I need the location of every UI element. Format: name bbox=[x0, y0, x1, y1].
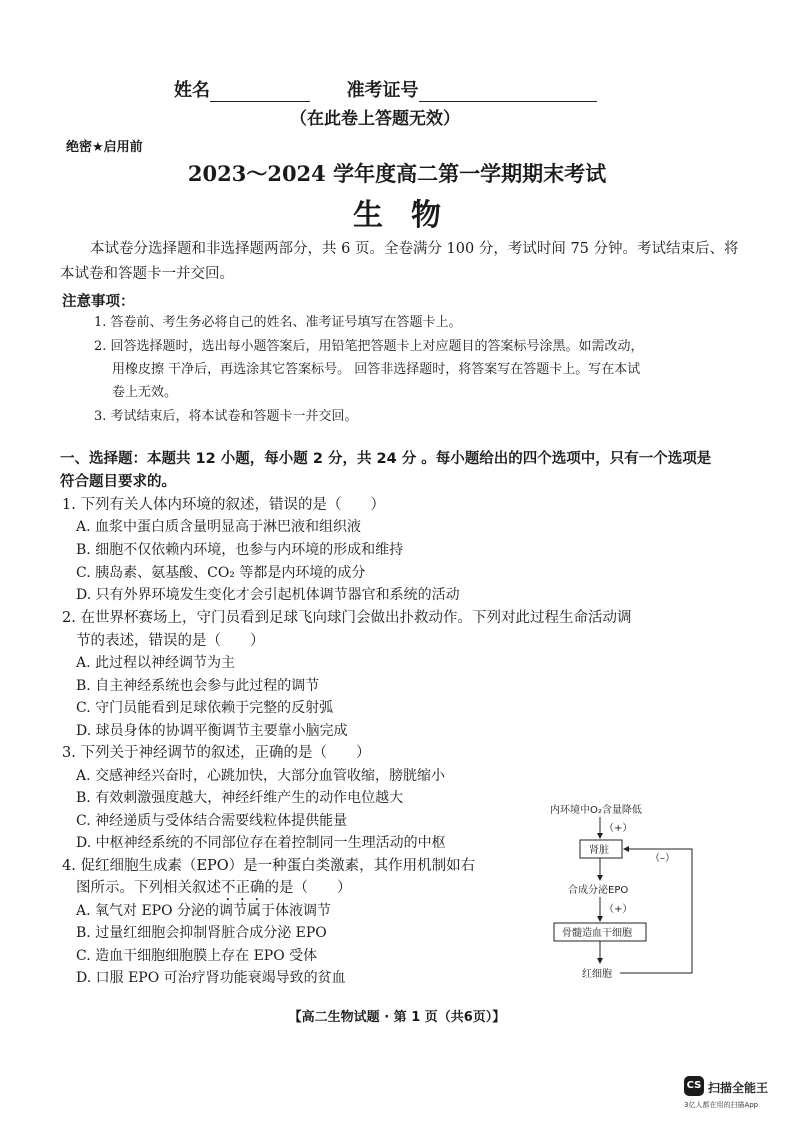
epo-mechanism-diagram bbox=[540, 795, 720, 990]
option[interactable]: C. 神经递质与受体结合需要线粒体提供能量 bbox=[76, 813, 348, 829]
name-blank[interactable] bbox=[210, 83, 310, 102]
option[interactable]: A. 交感神经兴奋时，心跳加快，大部分血管收缩，膀胱缩小 bbox=[76, 768, 446, 784]
question-2-stem-line2: 节的表述，错误的是（ ） bbox=[76, 633, 265, 649]
diagram-minus: （–） bbox=[650, 853, 675, 864]
scanner-logo-icon: CS bbox=[684, 1076, 704, 1096]
diagram-kidney: 肾脏 bbox=[589, 845, 609, 856]
exam-intro: 本试卷分选择题和非选择题两部分，共 6 页。全卷满分 100 分，考试时间 75 分钟。考试结束后、将本试卷和答题卡一并交回。 bbox=[60, 241, 739, 282]
question-4-stem-line1: 4. 促红细胞生成素（EPO）是一种蛋白类激素，其作用机制如右 bbox=[62, 858, 476, 874]
option[interactable]: B. 自主神经系统也会参与此过程的调节 bbox=[76, 678, 320, 694]
note-item: 卷上无效。 bbox=[112, 385, 178, 400]
diagram-top-label: 内环境中O₂含量降低 bbox=[550, 805, 642, 816]
option[interactable]: C. 守门员能看到足球依赖于完整的反射弧 bbox=[76, 700, 334, 716]
exam-title: 2023～2024 学年度高二第一学期期末考试 bbox=[187, 161, 607, 186]
note-item: 1. 答卷前、考生务必将自己的姓名、准考证号填写在答题卡上。 bbox=[94, 315, 462, 330]
option[interactable]: D. 口服 EPO 可治疗肾功能衰竭导致的贫血 bbox=[76, 970, 346, 986]
id-blank[interactable] bbox=[419, 83, 597, 102]
invalid-note: （在此卷上答题无效） bbox=[290, 109, 460, 129]
subject-title: 生物 bbox=[353, 198, 469, 233]
section-heading: 一、选择题：本题共 12 小题，每小题 2 分，共 24 分 。每小题给出的四个选项中，只有一个选项是符合题目要求的。 bbox=[60, 451, 712, 490]
note-item: 2. 回答选择题时，选出每小题答案后，用铅笔把答题卡上对应题目的答案标号涂黑。如需改动， bbox=[94, 339, 644, 354]
question-2-stem-line1: 2. 在世界杯赛场上，守门员看到足球飞向球门会做出扑救动作。下列对此过程生命活动调 bbox=[62, 610, 632, 626]
option[interactable]: D. 只有外界环境发生变化才会引起机体调节器官和系统的活动 bbox=[76, 587, 460, 603]
question-1-stem: 1. 下列有关人体内环境的叙述，错误的是（ ） bbox=[62, 497, 385, 513]
diagram-stem-cell: 骨髓造血干细胞 bbox=[562, 928, 632, 939]
secret-mark: 绝密★启用前 bbox=[66, 140, 143, 155]
option[interactable]: C. 胰岛素、氨基酸、CO₂ 等都是内环境的成分 bbox=[76, 565, 366, 581]
option[interactable]: D. 球员身体的协调平衡调节主要靠小脑完成 bbox=[76, 723, 348, 739]
option[interactable]: B. 过量红细胞会抑制肾脏合成分泌 EPO bbox=[76, 925, 327, 941]
note-item: 用橡皮擦 干净后，再选涂其它答案标号。 回答非选择题时，将答案写在答题卡上。写在本试 bbox=[112, 362, 641, 377]
scanner-app-slogan: 3亿人都在用的扫描App bbox=[684, 1101, 759, 1109]
diagram-secrete: 合成分泌EPO bbox=[568, 885, 629, 896]
diagram-rbc: 红细胞 bbox=[582, 969, 612, 980]
candidate-info-line bbox=[174, 76, 597, 102]
question-4-stem-line2: 图所示。下列相关叙述不正确的是（ ） bbox=[76, 880, 352, 896]
option[interactable]: B. 细胞不仅依赖内环境，也参与内环境的形成和维持 bbox=[76, 542, 404, 558]
page-footer: 【高二生物试题 · 第 1 页（共6页）】 bbox=[288, 1010, 506, 1025]
option[interactable]: A. 此过程以神经调节为主 bbox=[76, 655, 236, 671]
option[interactable]: D. 中枢神经系统的不同部位存在着控制同一生理活动的中枢 bbox=[76, 835, 446, 851]
question-3-stem: 3. 下列关于神经调节的叙述，正确的是（ ） bbox=[62, 745, 371, 761]
option[interactable]: B. 有效刺激强度越大，神经纤维产生的动作电位越大 bbox=[76, 790, 404, 806]
option[interactable]: A. 氧气对 EPO 分泌的调节属于体液调节 bbox=[76, 903, 332, 919]
emphasis-text: 不正确 bbox=[221, 880, 265, 896]
note-item: 3. 考试结束后，将本试卷和答题卡一并交回。 bbox=[94, 409, 358, 424]
diagram-plus-2: （+） bbox=[604, 904, 633, 915]
scanner-app-name: 扫描全能王 bbox=[708, 1081, 769, 1095]
option[interactable]: C. 造血干细胞细胞膜上存在 EPO 受体 bbox=[76, 948, 318, 964]
diagram-plus-1: （+） bbox=[604, 823, 633, 834]
id-label: 准考证号 bbox=[346, 80, 419, 101]
notes-heading: 注意事项： bbox=[62, 294, 135, 310]
name-label: 姓名 bbox=[174, 80, 210, 101]
option[interactable]: A. 血浆中蛋白质含量明显高于淋巴液和组织液 bbox=[76, 519, 362, 535]
